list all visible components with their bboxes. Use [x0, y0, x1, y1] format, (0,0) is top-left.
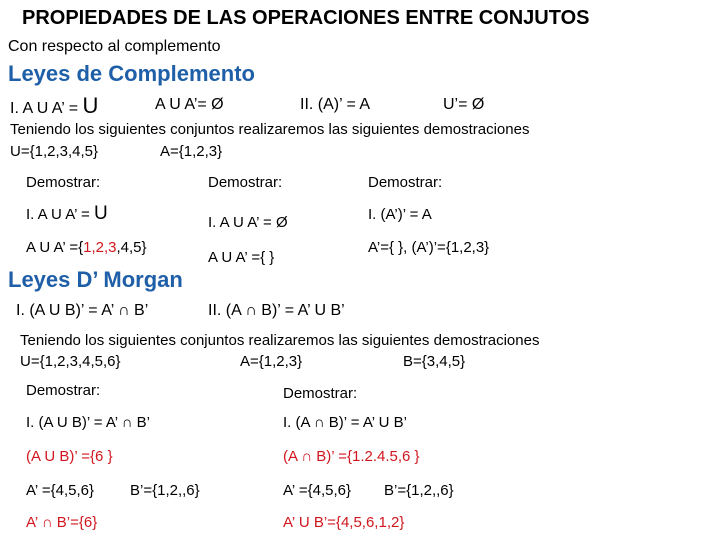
- morgan-col2-statement: I. (A ∩ B)’ = A’ U B’: [283, 414, 408, 431]
- morgan-col1-label: Demostrar:: [26, 382, 101, 399]
- complement-intro: Teniendo los siguientes conjuntos realizaremos las siguientes demostraciones: [10, 121, 530, 138]
- morgan-intro: Teniendo los siguientes conjuntos realizaremos las siguientes demostraciones: [20, 332, 540, 349]
- complement-col1-result: [26, 240, 147, 255]
- morgan-col1-step1: (A U B)’ ={6 }: [26, 448, 113, 465]
- morgan-set-u: U={1,2,3,4,5,6}: [20, 353, 121, 370]
- complement-col2-statement: I. A U A’ = Ø: [208, 214, 288, 231]
- morgan-col1-complement-a: A’ ={4,5,6}: [26, 482, 94, 499]
- complement-col1-statement-symbol: U: [93, 203, 108, 224]
- subtitle: Con respecto al complemento: [8, 38, 221, 55]
- morgan-col1-complement-b: B’={1,2,,6}: [130, 482, 200, 499]
- page-title: PROPIEDADES DE LAS OPERACIONES ENTRE CONJUTOS: [22, 7, 590, 29]
- morgan-col2-label: Demostrar:: [283, 385, 358, 402]
- complement-set-u: U={1,2,3,4,5}: [10, 143, 98, 160]
- complement-col1-result-prefix: A U A’ ={: [26, 239, 84, 256]
- morgan-col2-complement-a: A’ ={4,5,6}: [283, 482, 351, 499]
- complement-law-3: II. (A)’ = A: [300, 96, 371, 113]
- morgan-col1-result: A’ ∩ B’={6}: [26, 514, 98, 531]
- complement-law-1-text: I. A U A’ =: [10, 100, 83, 117]
- complement-law-1-symbol: U: [82, 93, 99, 118]
- morgan-col1-statement: I. (A U B)’ = A’ ∩ B’: [26, 414, 151, 431]
- complement-heading: Leyes de Complemento: [8, 61, 255, 86]
- complement-col3-statement: I. (A’)’ = A: [368, 206, 432, 223]
- complement-law-4: U’= Ø: [443, 96, 485, 113]
- complement-col2-result: A U A’ ={ }: [208, 249, 275, 266]
- complement-col1-statement: [26, 204, 108, 223]
- complement-col1-label: Demostrar:: [26, 174, 101, 191]
- morgan-col2-result: A’ U B’={4,5,6,1,2}: [283, 514, 405, 531]
- complement-law-1: [10, 95, 98, 117]
- complement-col2-label: Demostrar:: [208, 174, 283, 191]
- morgan-set-b: B={3,4,5}: [403, 353, 466, 370]
- morgan-col2-step1: (A ∩ B)’ ={1.2.4.5,6 }: [283, 448, 420, 465]
- morgan-law-1: I. (A U B)’ = A’ ∩ B’: [16, 302, 149, 319]
- morgan-law-2: II. (A ∩ B)’ = A’ U B’: [208, 302, 345, 319]
- complement-col1-result-suffix: ,4,5}: [116, 239, 147, 256]
- morgan-col2-complement-b: B’={1,2,,6}: [384, 482, 454, 499]
- complement-set-a: A={1,2,3}: [160, 143, 223, 160]
- complement-law-2: A U A’= Ø: [155, 96, 224, 113]
- complement-col1-statement-text: I. A U A’ =: [26, 206, 94, 223]
- complement-col3-result: A’={ }, (A’)’={1,2,3}: [368, 239, 490, 256]
- morgan-heading: Leyes D’ Morgan: [8, 267, 183, 292]
- morgan-set-a: A={1,2,3}: [240, 353, 303, 370]
- complement-col1-result-highlight: 1,2,3: [83, 239, 117, 256]
- complement-col3-label: Demostrar:: [368, 174, 443, 191]
